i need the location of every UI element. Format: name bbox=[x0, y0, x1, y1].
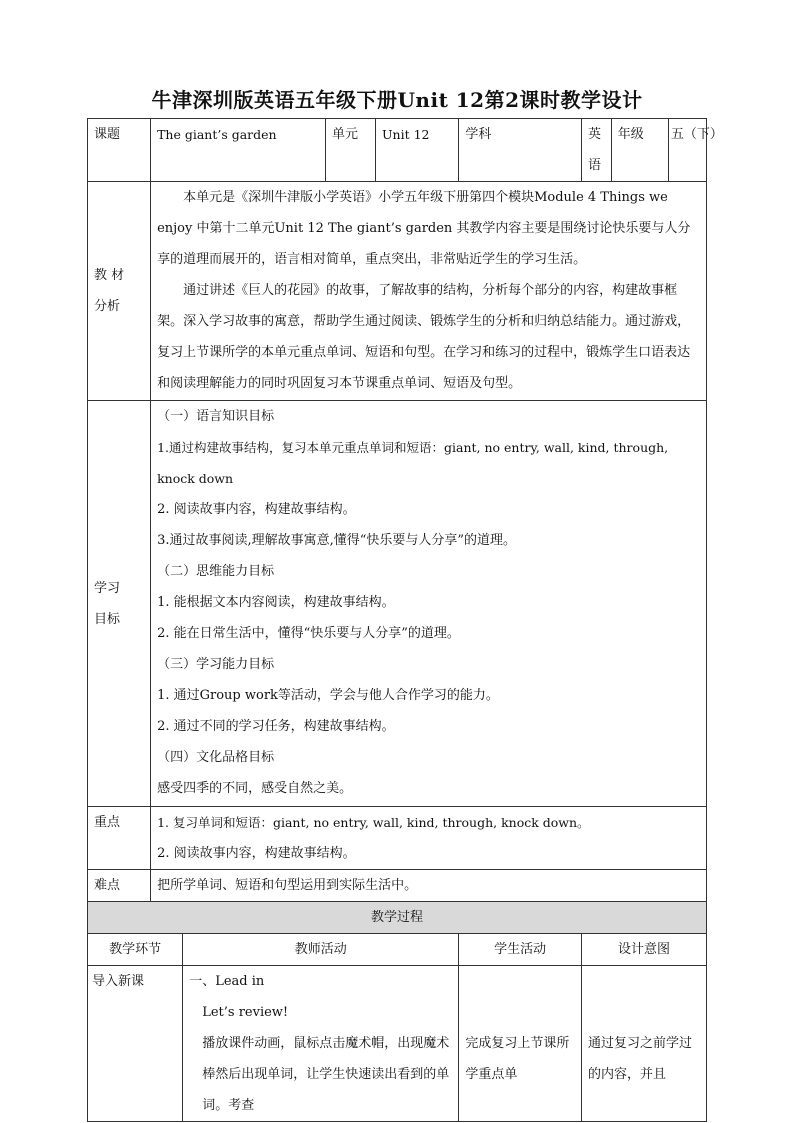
analysis-paragraph: 通过讲述《巨人的花园》的故事，了解故事的结构，分析每个部分的内容，构建故事框架。深入学习故事的寓意，帮助学生通过阅读、锻炼学生的分析和归纳总结能力。通过游戏，复习上节课所学的本单元重点单词、短语和句型。在学习和练习的过程中，锻炼学生口语表达和阅读理解能力的同时巩固复习本节课重点单词、短语及句型。 bbox=[157, 283, 691, 391]
objective-line: （二）思维能力目标 bbox=[157, 564, 275, 579]
page-title: 牛津深圳版英语五年级下册Unit 12第2课时教学设计 bbox=[151, 88, 643, 112]
subject-value: 英语 bbox=[581, 119, 611, 182]
design-intent-cell: 通过复习之前学过的内容，并且 bbox=[581, 966, 706, 1122]
objective-line: （三）学习能力目标 bbox=[157, 657, 275, 672]
analysis-content bbox=[151, 182, 707, 401]
objectives-content bbox=[151, 401, 707, 807]
analysis-paragraph: 本单元是《深圳牛津版小学英语》小学五年级下册第四个模块Module 4 Things we enjoy 中第十二单元Unit 12 The giant’s garden 其教学内容主要是围绕讨论快乐要与人分享的道理而展开的，语言相对简单，重点突出，非常贴近学生的学习生活。 bbox=[157, 190, 691, 267]
objective-line: 2. 通过不同的学习任务，构建故事结构。 bbox=[157, 719, 395, 734]
objective-line: 1. 通过Group work等活动，学会与他人合作学习的能力。 bbox=[157, 688, 499, 703]
difficulty-content: 把所学单词、短语和句型运用到实际生活中。 bbox=[151, 870, 707, 902]
analysis-row bbox=[88, 182, 707, 401]
topic-value: The giant’s garden bbox=[151, 119, 326, 182]
col-student-header: 学生活动 bbox=[459, 934, 582, 966]
objective-line: 2. 能在日常生活中，懂得“快乐要与人分享”的道理。 bbox=[157, 626, 460, 641]
key-points-label: 重点 bbox=[88, 807, 151, 870]
key-point-line: 2. 阅读故事内容，构建故事结构。 bbox=[157, 846, 356, 861]
objectives-label: 学习 目标 bbox=[88, 401, 151, 807]
subject-label: 学科 bbox=[459, 119, 582, 182]
unit-label: 单元 bbox=[326, 119, 376, 182]
difficulty-row bbox=[88, 870, 707, 902]
objective-line: （四）文化品格目标 bbox=[157, 750, 275, 765]
key-points-row bbox=[88, 807, 707, 870]
process-header-row bbox=[88, 934, 707, 966]
teacher-activity-cell bbox=[183, 966, 459, 1122]
header-row bbox=[88, 119, 707, 182]
objective-line: 3.通过故事阅读,理解故事寓意,懂得“快乐要与人分享”的道理。 bbox=[157, 533, 517, 548]
key-point-line: 1. 复习单词和短语：giant, no entry, wall, kind, through, knock down。 bbox=[157, 815, 590, 830]
process-section-title: 教学过程 bbox=[88, 902, 707, 934]
process-row bbox=[88, 966, 707, 1122]
unit-value: Unit 12 bbox=[376, 119, 459, 182]
col-intent-header: 设计意图 bbox=[581, 934, 706, 966]
student-activity-cell: 完成复习上节课所学重点单 bbox=[459, 966, 582, 1122]
analysis-label: 教 材 分析 bbox=[88, 182, 151, 401]
teacher-line: 一、Lead in bbox=[189, 974, 265, 989]
key-points-content bbox=[151, 807, 707, 870]
teacher-line: Let’s review! bbox=[202, 1005, 289, 1020]
stage-cell: 导入新课 bbox=[88, 966, 183, 1122]
objectives-row bbox=[88, 401, 707, 807]
grade-value: 五（下） bbox=[668, 119, 706, 182]
objective-line: （一）语言知识目标 bbox=[157, 409, 275, 424]
objective-line: 1. 能根据文本内容阅读，构建故事结构。 bbox=[157, 595, 395, 610]
col-teacher-header: 教师活动 bbox=[183, 934, 459, 966]
objective-line: 1.通过构建故事结构，复习本单元重点单词和短语：giant, no entry, wall, kind, through, knock down bbox=[157, 440, 669, 486]
grade-label: 年级 bbox=[611, 119, 668, 182]
topic-label: 课题 bbox=[88, 119, 151, 182]
difficulty-label: 难点 bbox=[88, 870, 151, 902]
objective-line: 感受四季的不同，感受自然之美。 bbox=[157, 781, 353, 796]
teacher-line: 播放课件动画，鼠标点击魔术帽，出现魔术棒然后出现单词，让学生快速读出看到的单词。考查 bbox=[202, 1036, 450, 1113]
lesson-plan-table bbox=[87, 118, 723, 1122]
col-stage-header: 教学环节 bbox=[88, 934, 183, 966]
objective-line: 2. 阅读故事内容，构建故事结构。 bbox=[157, 502, 356, 517]
process-title-row bbox=[88, 902, 707, 934]
